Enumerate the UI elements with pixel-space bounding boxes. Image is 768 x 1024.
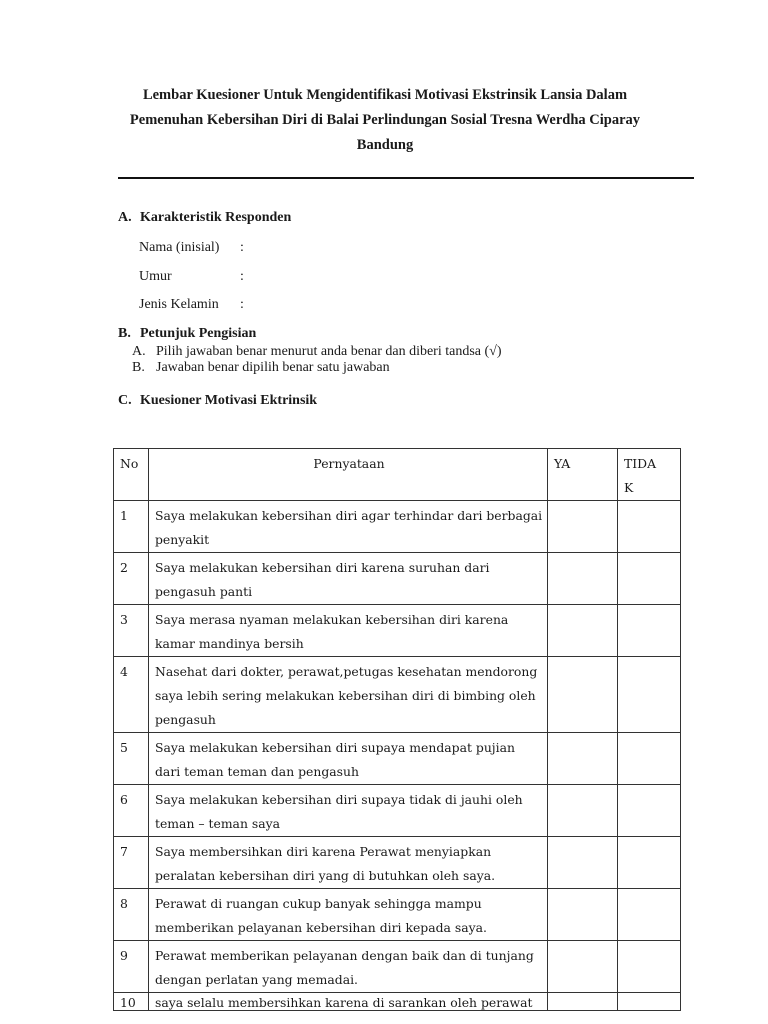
header-statement: Pernyataan — [149, 449, 548, 501]
row-no: 10 — [114, 993, 149, 1011]
table-row — [114, 553, 681, 605]
answer-tidak-cell[interactable] — [618, 837, 681, 889]
row-no: 4 — [114, 657, 149, 733]
section-c-heading — [118, 393, 317, 409]
title-line-3: Bandung — [356, 137, 414, 153]
table-row — [114, 941, 681, 993]
answer-ya-cell[interactable] — [548, 941, 618, 993]
row-no: 8 — [114, 889, 149, 941]
instruction-text: Jawaban benar dipilih benar satu jawaban — [156, 360, 390, 375]
row-no: 7 — [114, 837, 149, 889]
row-statement: Saya melakukan kebersihan diri supaya tidak di jauhi oleh teman – teman saya — [149, 785, 548, 837]
header-tidak — [618, 449, 681, 501]
answer-tidak-cell[interactable] — [618, 993, 681, 1011]
header-ya: YA — [548, 449, 618, 501]
table-row — [114, 733, 681, 785]
answer-tidak-cell[interactable] — [618, 605, 681, 657]
field-jenis-kelamin[interactable] — [139, 297, 244, 313]
field-umur-colon: : — [240, 269, 244, 284]
title-divider — [118, 177, 694, 179]
title-line-2: Pemenuhan Kebersihan Diri di Balai Perlindungan Sosial Tresna Werdha Ciparay — [129, 112, 641, 128]
row-no: 3 — [114, 605, 149, 657]
answer-tidak-cell[interactable] — [618, 733, 681, 785]
answer-ya-cell[interactable] — [548, 657, 618, 733]
table-row — [114, 785, 681, 837]
field-umur-label: Umur — [139, 269, 172, 284]
answer-tidak-cell[interactable] — [618, 501, 681, 553]
answer-ya-cell[interactable] — [548, 889, 618, 941]
answer-ya-cell[interactable] — [548, 785, 618, 837]
row-statement: Saya melakukan kebersihan diri supaya mendapat pujian dari teman teman dan pengasuh — [149, 733, 548, 785]
answer-ya-cell[interactable] — [548, 993, 618, 1011]
instruction-item — [132, 360, 390, 376]
answer-ya-cell[interactable] — [548, 605, 618, 657]
section-c-title: Kuesioner Motivasi Ektrinsik — [140, 393, 318, 408]
table-header-row — [114, 449, 681, 501]
answer-tidak-cell[interactable] — [618, 785, 681, 837]
row-no: 6 — [114, 785, 149, 837]
field-nama-label: Nama (inisial) — [139, 240, 220, 255]
row-no: 1 — [114, 501, 149, 553]
instruction-text: Pilih jawaban benar menurut anda benar dan diberi tandsa (√) — [156, 344, 502, 359]
field-nama[interactable] — [139, 240, 244, 256]
instruction-letter: B. — [132, 360, 145, 375]
table-row — [114, 837, 681, 889]
row-statement: Nasehat dari dokter, perawat,petugas kesehatan mendorong saya lebih sering melakukan kebersihan diri di bimbing oleh pengasuh — [149, 657, 548, 733]
header-no: No — [114, 449, 149, 501]
answer-tidak-cell[interactable] — [618, 553, 681, 605]
instruction-item — [132, 344, 502, 360]
row-statement: Saya merasa nyaman melakukan kebersihan diri karena kamar mandinya bersih — [149, 605, 548, 657]
field-jenis-kelamin-colon: : — [240, 297, 244, 312]
table-row — [114, 889, 681, 941]
answer-ya-cell[interactable] — [548, 733, 618, 785]
answer-tidak-cell[interactable] — [618, 657, 681, 733]
row-statement: Saya melakukan kebersihan diri agar terhindar dari berbagai penyakit — [149, 501, 548, 553]
row-statement: Saya melakukan kebersihan diri karena suruhan dari pengasuh panti — [149, 553, 548, 605]
table-row — [114, 657, 681, 733]
section-b-letter: B. — [118, 326, 131, 341]
table-row — [114, 993, 681, 1011]
instruction-letter: A. — [132, 344, 146, 359]
table-row — [114, 605, 681, 657]
section-c-letter: C. — [118, 393, 132, 408]
field-nama-colon: : — [240, 240, 244, 255]
row-no: 2 — [114, 553, 149, 605]
answer-ya-cell[interactable] — [548, 553, 618, 605]
row-no: 5 — [114, 733, 149, 785]
answer-ya-cell[interactable] — [548, 501, 618, 553]
header-tidak-label: TIDAK — [624, 456, 657, 495]
document-title — [90, 83, 680, 158]
row-statement: saya selalu membersihkan karena di sarankan oleh perawat — [149, 993, 548, 1011]
field-umur[interactable] — [139, 269, 244, 285]
section-a-letter: A. — [118, 210, 132, 225]
field-jenis-kelamin-label: Jenis Kelamin — [139, 297, 219, 312]
section-b-heading — [118, 326, 256, 342]
answer-tidak-cell[interactable] — [618, 889, 681, 941]
section-b-title: Petunjuk Pengisian — [140, 326, 257, 341]
row-statement: Perawat di ruangan cukup banyak sehingga mampu memberikan pelayanan kebersihan diri kepada saya. — [149, 889, 548, 941]
answer-ya-cell[interactable] — [548, 837, 618, 889]
answer-tidak-cell[interactable] — [618, 941, 681, 993]
title-line-1: Lembar Kuesioner Untuk Mengidentifikasi Motivasi Ekstrinsik Lansia Dalam — [142, 87, 628, 103]
section-a-title: Karakteristik Responden — [140, 210, 292, 225]
section-a-heading — [118, 210, 291, 226]
row-no: 9 — [114, 941, 149, 993]
table-row — [114, 501, 681, 553]
row-statement: Perawat memberikan pelayanan dengan baik dan di tunjang dengan perlatan yang memadai. — [149, 941, 548, 993]
questionnaire-table — [113, 448, 681, 1011]
row-statement: Saya membersihkan diri karena Perawat menyiapkan peralatan kebersihan diri yang di butuhkan oleh saya. — [149, 837, 548, 889]
